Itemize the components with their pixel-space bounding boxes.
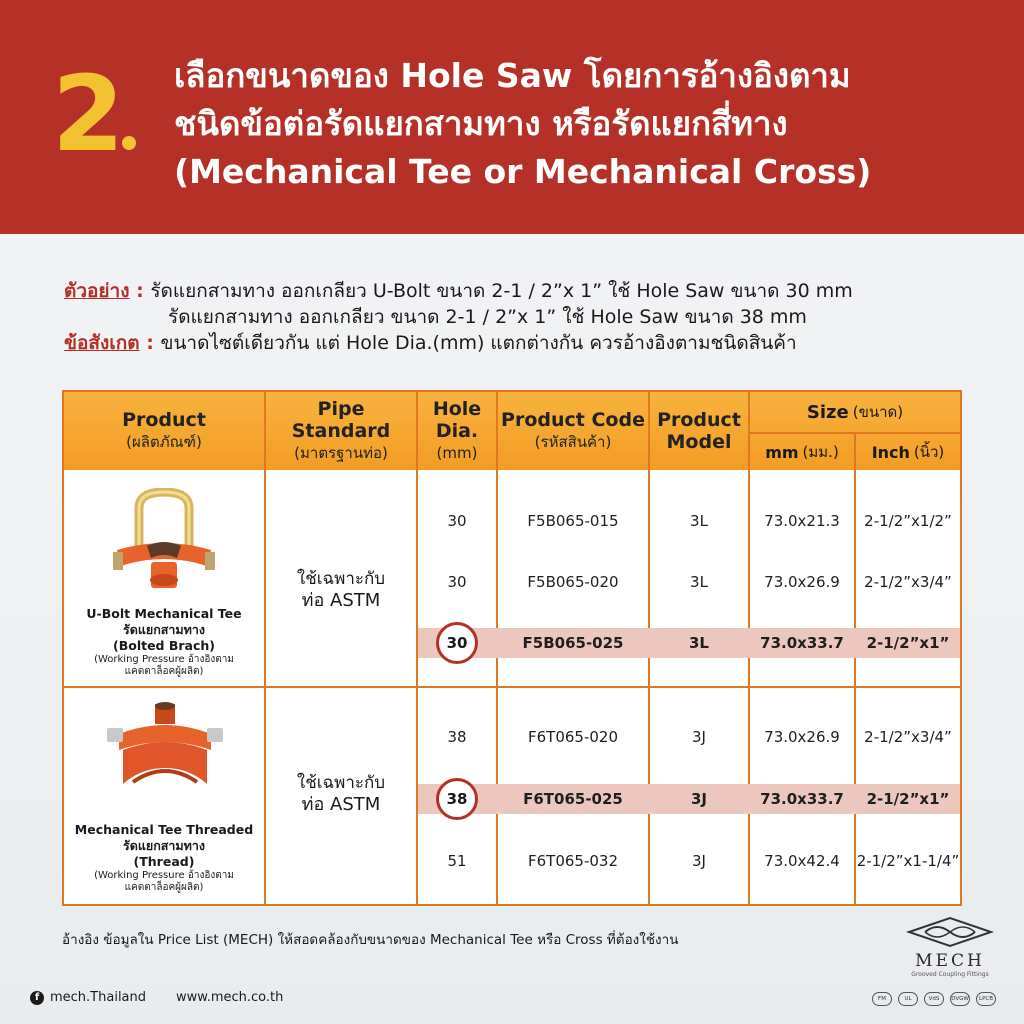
cert-badge: UL xyxy=(898,992,918,1006)
product-u-bolt-text: U-Bolt Mechanical Tee รัดแยกสามทาง (Bolted Brach) (Working Pressure อ้างอิงตาม แคตตาล็อคผู้ผลิต) xyxy=(86,606,242,677)
cert-badge: FM xyxy=(872,992,892,1006)
remark-row: ข้อสังเกต : ขนาดไซต์เดียวกัน แต่ Hole Dia.(mm) แตกต่างกัน ควรอ้างอิงตามชนิดสินค้า xyxy=(64,332,797,354)
th-size: Size (ขนาด) xyxy=(750,392,960,434)
mech-emblem-icon xyxy=(905,915,995,949)
mech-tee-threaded-image xyxy=(99,698,229,808)
website-link[interactable]: www.mech.co.th xyxy=(176,990,284,1005)
example-label: ตัวอย่าง xyxy=(64,280,130,302)
cert-badge: DVGW xyxy=(950,992,970,1006)
reference-note: อ้างอิง ข้อมูลใน Price List (MECH) ให้สอดคล้องกับขนาดของ Mechanical Tee หรือ Cross ที่ต้องใช้งาน xyxy=(62,932,679,948)
mech-logo: MECH Grooved Coupling Fittings xyxy=(902,915,998,978)
notes-section xyxy=(64,278,984,356)
title-line-3: (Mechanical Tee or Mechanical Cross) xyxy=(174,152,872,191)
title-line-1: เลือกขนาดของ Hole Saw โดยการอ้างอิงตาม xyxy=(174,56,851,95)
product-mech-tee-threaded xyxy=(64,698,264,812)
th-size-mm: mm (มม.) xyxy=(750,434,856,470)
cert-badge: VdS xyxy=(924,992,944,1006)
page-title xyxy=(174,52,994,196)
th-size-inch: Inch (นิ้ว) xyxy=(871,442,945,462)
hole-circle-marker: 30 xyxy=(436,622,478,664)
footer-links xyxy=(30,990,283,1005)
header-banner xyxy=(0,0,1024,234)
facebook-link[interactable]: f mech.Thailand xyxy=(30,990,146,1005)
pipe-standard-1: ใช้เฉพาะกับ ท่อ ASTM xyxy=(296,569,386,611)
product-mech-tee-text: Mechanical Tee Threaded รัดแยกสามทาง (Thread) (Working Pressure อ้างอิงตาม แคตตาล็อคผู้ผลิต) xyxy=(74,822,254,893)
example-line-2: รัดแยกสามทาง ออกเกลียว ขนาด 2-1 / 2”x 1” ใช้ Hole Saw ขนาด 38 mm xyxy=(168,306,807,328)
cert-badge: LPCB xyxy=(976,992,996,1006)
facebook-icon: f xyxy=(30,991,44,1005)
th-pipe-standard: Pipe Standard (มาตรฐานท่อ) xyxy=(266,392,418,470)
pipe-standard-2: ใช้เฉพาะกับ ท่อ ASTM xyxy=(296,773,386,815)
th-product-code: Product Code (รหัสสินค้า) xyxy=(498,392,650,470)
th-product-model: Product Model xyxy=(650,392,750,470)
th-hole-dia: Hole Dia. (mm) xyxy=(418,392,498,470)
hole-saw-table: Product (ผลิตภัณฑ์) Pipe Standard (มาตรฐานท่อ) Hole Dia. (mm) Product Code (รหัสสินค้า) Product Model Size (ขนาด) mm (มม.) Inch (นิ้ว) U-Bolt Mechanical Tee รัดแยกสามทาง (Bolted Brach) (Working Pressure อ้างอิงตาม แคตตาล็อคผู้ผลิต) ใช้เฉพาะกับ ท่อ ASTM 30 F5B065-015 3L 73.0x21.3 2-1/2”x1/2” 30 F5B065-020 3L 73.0x26.9 2-1/2”x3/4” 30 F5B065-025 3L 73.0x33.7 2-1/2”x1” Mechanical Tee Threaded รัดแยกสามทาง (Thread) (Working Pressure อ้างอิงตาม แคตตาล็อคผู้ผลิต) ใช้เฉพาะกับ ท่อ ASTM 38 F6T065-020 3J 73.0x26.9 2-1/2”x3/4” 38 F6T065-025 3J 73.0x33.7 2-1/2”x1” 51 F6T065-032 3J 73.0x42.4 2-1/2”x1-1/4” xyxy=(62,390,962,906)
remark-text: ขนาดไซต์เดียวกัน แต่ Hole Dia.(mm) แตกต่างกัน ควรอ้างอิงตามชนิดสินค้า xyxy=(160,332,797,354)
step-number: 2 xyxy=(52,62,136,166)
th-product: Product (ผลิตภัณฑ์) xyxy=(64,392,266,470)
example-row: ตัวอย่าง : รัดแยกสามทาง ออกเกลียว U-Bolt ขนาด 2-1 / 2”x 1” ใช้ Hole Saw ขนาด 30 mm xyxy=(64,280,853,302)
remark-label: ข้อสังเกต xyxy=(64,332,140,354)
u-bolt-tee-image xyxy=(99,488,229,598)
example-row-2 xyxy=(64,304,984,330)
table-header xyxy=(64,392,960,470)
example-line-1: รัดแยกสามทาง ออกเกลียว U-Bolt ขนาด 2-1 / 2”x 1” ใช้ Hole Saw ขนาด 30 mm xyxy=(150,280,853,302)
certification-badges xyxy=(872,992,996,1006)
title-line-2: ชนิดข้อต่อรัดแยกสามทาง หรือรัดแยกสี่ทาง xyxy=(174,104,788,143)
hole-circle-marker: 38 xyxy=(436,778,478,820)
product-u-bolt-tee xyxy=(64,488,264,602)
